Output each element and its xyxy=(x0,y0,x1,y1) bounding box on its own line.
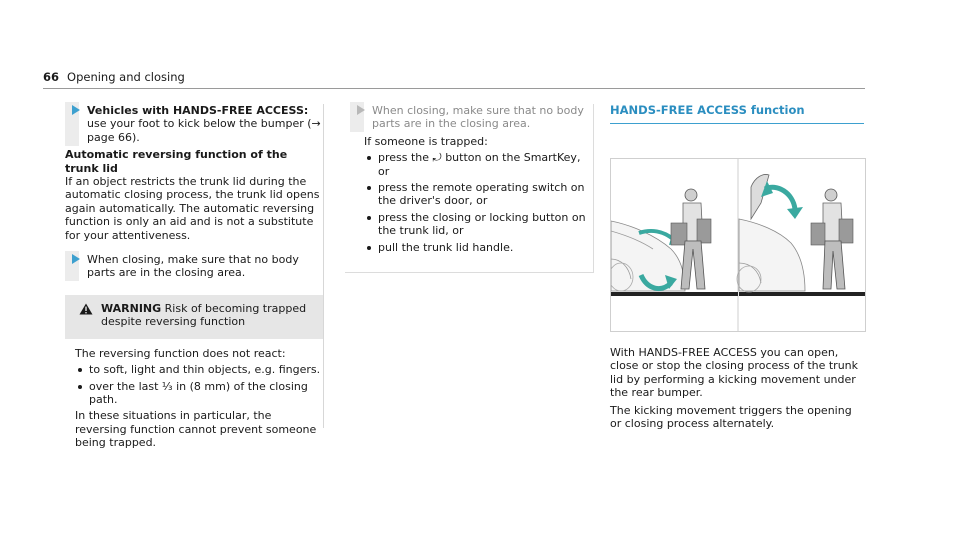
warning-intro: The reversing function does not react: xyxy=(75,346,286,360)
column-1 xyxy=(65,104,323,450)
warning-triangle-icon xyxy=(79,303,93,315)
list-item: press the remote operating switch on the driver's door, or xyxy=(364,181,592,208)
warning-list xyxy=(75,363,323,406)
list-item: to soft, light and thin objects, e.g. fingers. xyxy=(75,363,323,376)
figure-description xyxy=(610,346,864,430)
warning-box xyxy=(65,295,323,339)
list-item: pull the trunk lid handle. xyxy=(364,241,592,254)
arrow-right-icon xyxy=(72,105,80,115)
step-body-parts xyxy=(65,253,323,280)
warning-outro: In these situations in particular, the reversing function cannot prevent someone being trapped. xyxy=(75,409,317,450)
description-paragraph: The kicking movement triggers the opening or closing process alternately. xyxy=(610,403,852,431)
column-3 xyxy=(610,104,864,124)
page-number: 66 xyxy=(43,70,60,84)
trapped-list xyxy=(364,151,592,254)
hands-free-illustration xyxy=(610,158,866,332)
section-title: Opening and closing xyxy=(67,70,185,84)
step-text: When closing, make sure that no body parts are in the closing area. xyxy=(372,104,584,131)
list-item: over the last ⅓ in (8 mm) of the closing path. xyxy=(75,380,323,407)
header-rule xyxy=(43,88,865,89)
step-text: When closing, make sure that no body parts are in the closing area. xyxy=(87,253,299,280)
warning-body xyxy=(65,339,323,450)
arrow-right-icon xyxy=(357,105,365,115)
section-heading: HANDS-FREE ACCESS function xyxy=(610,103,805,117)
section-rule xyxy=(610,123,864,124)
column-2 xyxy=(350,104,598,257)
warning-label: WARNING xyxy=(101,301,162,315)
step-title: Vehicles with HANDS-FREE ACCESS: xyxy=(87,104,309,117)
description-paragraph: With HANDS-FREE ACCESS you can open, close or stop the closing process of the trunk lid by performing a kicking movement under the rear bumper. xyxy=(610,346,859,400)
list-item: press the closing or locking button on the trunk lid, or xyxy=(364,211,592,238)
reversing-text: If an object restricts the trunk lid during the automatic closing process, the trunk lid opens again automatically. The automatic reversing function is only an aid and is not a substitute for your attentiveness. xyxy=(65,175,320,242)
page-header xyxy=(43,71,185,84)
warning-title: Risk of becoming trapped despite reversing function xyxy=(101,301,307,329)
reversing-heading: Automatic reversing function of the trunk lid xyxy=(65,148,288,175)
arrow-right-icon xyxy=(72,254,80,264)
step-text: use your foot to kick below the bumper (→ page 66). xyxy=(87,117,321,144)
column-divider-1 xyxy=(323,104,324,428)
step-closing xyxy=(350,104,598,131)
list-item: press the ⤾ button on the SmartKey, or xyxy=(364,151,592,178)
step-hands-free xyxy=(65,104,323,144)
trapped-heading: If someone is trapped: xyxy=(364,134,488,148)
kick-gesture-illustration xyxy=(611,159,865,331)
